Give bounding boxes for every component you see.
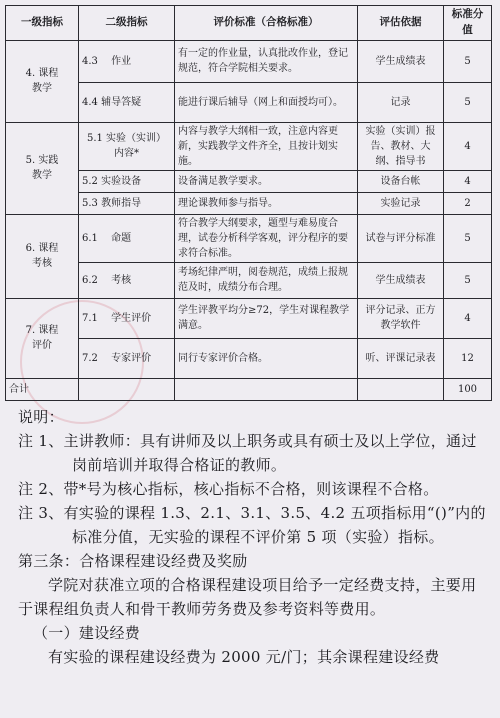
criteria-cell: 设备满足教学要求。 bbox=[175, 170, 358, 192]
score-cell: 5 bbox=[444, 40, 492, 82]
header-basis: 评估依据 bbox=[358, 6, 444, 41]
basis-cell: 记录 bbox=[358, 82, 444, 122]
criteria-cell: 同行专家评价合格。 bbox=[175, 338, 358, 378]
criteria-cell: 学生评教平均分≥72，学生对课程教学满意。 bbox=[175, 298, 358, 338]
level1-cell: 5. 实践 教学 bbox=[6, 122, 79, 214]
table-row bbox=[6, 122, 492, 170]
level2-cell: 5.3 教师指导 bbox=[79, 192, 175, 214]
level1-cell: 4. 课程 教学 bbox=[6, 40, 79, 122]
level2-cell: 4.3 作业 bbox=[79, 40, 175, 82]
funding-paragraph: 学院对获准立项的合格课程建设项目给予一定经费支持，主要用于课程组负责人和骨干教师劳务费及参考资料等费用。 bbox=[18, 576, 477, 618]
table-header-row bbox=[6, 6, 492, 41]
basis-cell: 设备台帐 bbox=[358, 170, 444, 192]
table-row bbox=[6, 338, 492, 378]
total-label: 合计 bbox=[6, 378, 79, 400]
criteria-cell: 内容与教学大纲相一致，注意内容更新，实践教学文件齐全，且按计划实施。 bbox=[175, 122, 358, 170]
basis-cell: 实验记录 bbox=[358, 192, 444, 214]
funding-amount-paragraph: 有实验的课程建设经费为 2000 元/门；其余课程建设经费 bbox=[48, 648, 440, 666]
criteria-cell: 有一定的作业量，认真批改作业，登记规范，符合学院相关要求。 bbox=[175, 40, 358, 82]
score-cell: 4 bbox=[444, 122, 492, 170]
header-criteria: 评价标准（合格标准） bbox=[175, 6, 358, 41]
table-row bbox=[6, 192, 492, 214]
level2-cell: 7.2 专家评价 bbox=[79, 338, 175, 378]
table-row bbox=[6, 214, 492, 262]
table-total-row bbox=[6, 378, 492, 400]
article-3-heading: 第三条：合格课程建设经费及奖励 bbox=[18, 552, 248, 570]
criteria-cell: 符合教学大纲要求，题型与难易度合理，试卷分析科学客观，评分程序的要求符合标准。 bbox=[175, 214, 358, 262]
level2-cell: 4.4 辅导答疑 bbox=[79, 82, 175, 122]
score-cell: 4 bbox=[444, 298, 492, 338]
total-score: 100 bbox=[444, 378, 492, 400]
level2-cell: 6.2 考核 bbox=[79, 262, 175, 298]
score-cell: 12 bbox=[444, 338, 492, 378]
basis-cell: 学生成绩表 bbox=[358, 262, 444, 298]
note-3: 注 3、有实验的课程 1.3、2.1、3.1、3.5、4.2 五项指标用“()”内的标准分值，无实验的课程不评价第 5 项（实验）指标。 bbox=[18, 504, 486, 546]
score-cell: 5 bbox=[444, 82, 492, 122]
level2-cell: 5.1 实验（实训）内容* bbox=[79, 122, 175, 170]
note-1: 注 1、主讲教师：具有讲师及以上职务或具有硕士及以上学位，通过岗前培训并取得合格证的教师。 bbox=[18, 432, 477, 474]
header-score: 标准分值 bbox=[444, 6, 492, 41]
score-cell: 2 bbox=[444, 192, 492, 214]
basis-cell: 评分记录、正方教学软件 bbox=[358, 298, 444, 338]
level2-cell: 5.2 实验设备 bbox=[79, 170, 175, 192]
level1-cell: 6. 课程 考核 bbox=[6, 214, 79, 298]
level2-cell: 7.1 学生评价 bbox=[79, 298, 175, 338]
basis-cell: 试卷与评分标准 bbox=[358, 214, 444, 262]
table-row bbox=[6, 170, 492, 192]
criteria-cell: 考场纪律严明，阅卷规范，成绩上报规范及时，成绩分布合理。 bbox=[175, 262, 358, 298]
criteria-cell: 理论课教师参与指导。 bbox=[175, 192, 358, 214]
score-cell: 5 bbox=[444, 214, 492, 262]
basis-cell: 实验（实训）报告、教材、大纲、指导书 bbox=[358, 122, 444, 170]
basis-cell: 听、评课记录表 bbox=[358, 338, 444, 378]
criteria-cell: 能进行课后辅导（网上和面授均可）。 bbox=[175, 82, 358, 122]
section-1-heading: （一）建设经费 bbox=[33, 624, 141, 642]
table-row bbox=[6, 262, 492, 298]
notes-section bbox=[18, 405, 490, 669]
header-level2: 二级指标 bbox=[79, 6, 175, 41]
header-level1: 一级指标 bbox=[6, 6, 79, 41]
evaluation-standard-table bbox=[5, 5, 492, 401]
score-cell: 4 bbox=[444, 170, 492, 192]
level1-cell: 7. 课程 评价 bbox=[6, 298, 79, 378]
score-cell: 5 bbox=[444, 262, 492, 298]
basis-cell: 学生成绩表 bbox=[358, 40, 444, 82]
notes-heading: 说明： bbox=[18, 408, 64, 426]
level2-cell: 6.1 命题 bbox=[79, 214, 175, 262]
table-row bbox=[6, 298, 492, 338]
table-row bbox=[6, 82, 492, 122]
table-row bbox=[6, 40, 492, 82]
note-2: 注 2、带*号为核心指标，核心指标不合格，则该课程不合格。 bbox=[18, 480, 439, 498]
